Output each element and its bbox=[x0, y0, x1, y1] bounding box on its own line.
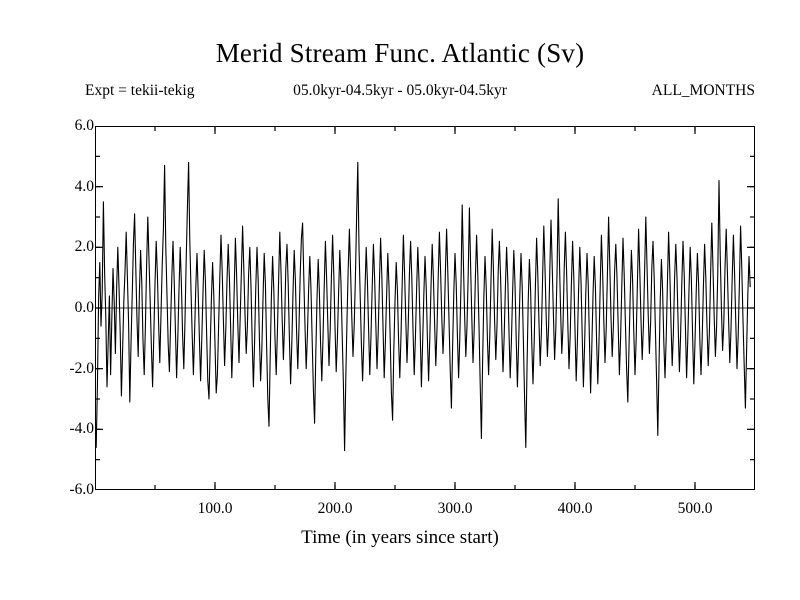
x-tick-label: 200.0 bbox=[317, 500, 353, 517]
y-tick-label: 4.0 bbox=[74, 177, 94, 195]
x-tick-label: 500.0 bbox=[677, 500, 713, 517]
x-axis-label: Time (in years since start) bbox=[301, 527, 499, 548]
chart-title: Merid Stream Func. Atlantic (Sv) bbox=[215, 38, 585, 68]
x-tick-label: 100.0 bbox=[197, 500, 233, 517]
series-line-chart bbox=[95, 126, 755, 490]
plot-area bbox=[95, 126, 755, 490]
y-tick-label: -4.0 bbox=[69, 420, 94, 438]
data-polyline bbox=[96, 162, 750, 450]
x-tick-label: 400.0 bbox=[557, 500, 593, 517]
x-tick-label: 300.0 bbox=[437, 500, 473, 517]
y-tick-label: -2.0 bbox=[69, 359, 94, 377]
experiment-label: Expt = tekii-tekig bbox=[85, 82, 195, 99]
y-tick-label: -6.0 bbox=[69, 481, 94, 498]
months-label: ALL_MONTHS bbox=[651, 82, 755, 99]
period-label: 05.0kyr-04.5kyr - 05.0kyr-04.5kyr bbox=[293, 82, 507, 99]
y-tick-label: 0.0 bbox=[74, 299, 94, 316]
y-tick-label: 6.0 bbox=[74, 117, 94, 134]
y-tick-label: 2.0 bbox=[74, 238, 94, 256]
